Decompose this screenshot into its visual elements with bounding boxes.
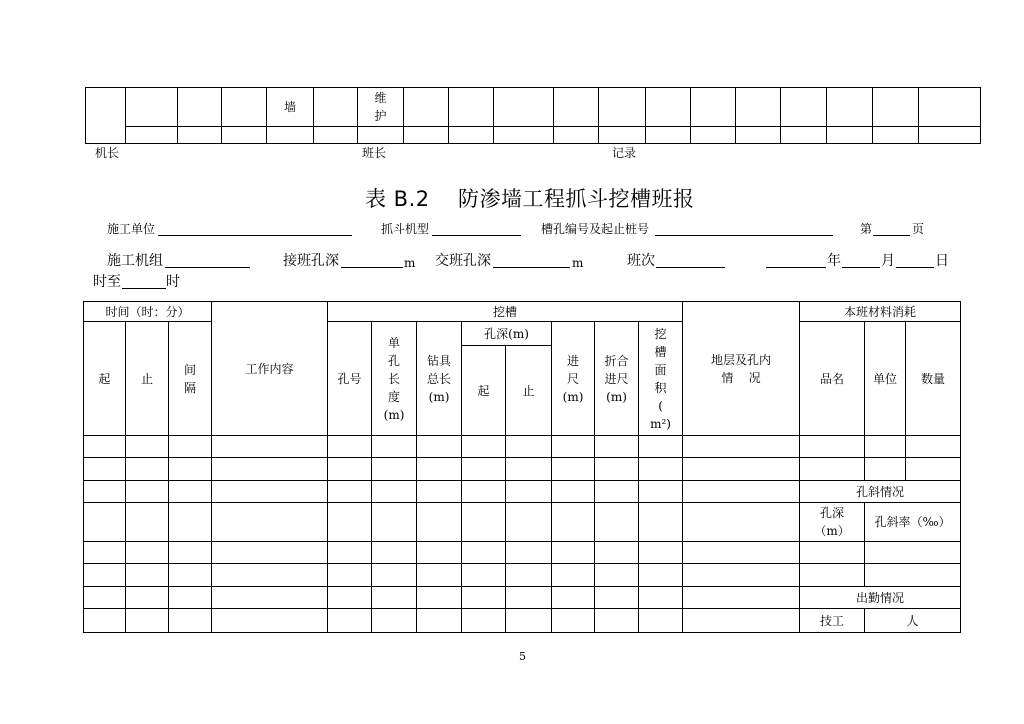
blank-cell [506, 436, 552, 458]
blank-cell [358, 127, 404, 144]
blank-cell [683, 542, 800, 564]
blank-cell [212, 542, 328, 564]
blank-cell [595, 587, 639, 609]
header-line: ( [658, 398, 663, 413]
header-line: 情 况 [721, 370, 761, 385]
blank-cell [267, 127, 314, 144]
blank-cell [169, 609, 212, 633]
blank-cell [595, 436, 639, 458]
person-unit-label: 人 [865, 609, 961, 633]
table-row [86, 127, 981, 144]
blank-cell [552, 436, 595, 458]
blank-cell [417, 564, 462, 587]
blank-cell [417, 503, 462, 542]
blank-cell [212, 458, 328, 481]
blank-cell [328, 587, 372, 609]
blank-cell [328, 503, 372, 542]
blank-cell [372, 542, 417, 564]
blank-cell [84, 436, 126, 458]
blank-cell [639, 564, 683, 587]
header-interval [169, 322, 212, 436]
depth-unit-label: m [404, 256, 416, 270]
blank-cell [462, 587, 506, 609]
blank-cell [126, 587, 169, 609]
header-item-name: 品名 [800, 322, 865, 436]
table-row [84, 503, 961, 542]
header-line: 进 [567, 353, 580, 368]
blank-cell [417, 436, 462, 458]
blank-cell [84, 481, 126, 503]
blank-cell [599, 88, 646, 127]
blank-cell [84, 542, 126, 564]
blank-cell [372, 503, 417, 542]
blank-cell [404, 88, 449, 127]
blank-cell [639, 481, 683, 503]
blank-cell [906, 458, 961, 481]
blank-cell [222, 88, 267, 127]
time-to-label: 时至 [93, 274, 121, 290]
blank-cell [639, 503, 683, 542]
page-number: 5 [519, 650, 526, 663]
trench-stake-label: 槽孔编号及起止桩号 [541, 222, 650, 236]
blank-cell [84, 587, 126, 609]
blank-cell [178, 127, 222, 144]
blank-cell [314, 127, 358, 144]
header-line: 孔深 [820, 506, 845, 520]
blank-cell [462, 503, 506, 542]
header-line: 间 [184, 362, 197, 377]
blank-cell [639, 609, 683, 633]
blank-cell [462, 564, 506, 587]
inclination-title: 孔斜情况 [800, 481, 961, 503]
table-row [84, 436, 961, 458]
blank-cell [212, 436, 328, 458]
blank-cell [800, 542, 865, 564]
header-hole-depth: 孔深(m) [462, 322, 552, 346]
fill-in-line [842, 267, 880, 268]
blank-cell [683, 481, 800, 503]
blank-cell [417, 542, 462, 564]
table-row [84, 609, 961, 633]
blank-cell [126, 542, 169, 564]
header-line: （m） [814, 524, 850, 538]
blank-cell [314, 88, 358, 127]
header-unit: 单位 [865, 322, 906, 436]
blank-cell [595, 542, 639, 564]
blank-cell [328, 481, 372, 503]
blank-cell [84, 458, 126, 481]
header-work-content: 工作内容 [212, 302, 328, 436]
header-line: 度 [388, 389, 401, 404]
blank-cell [212, 609, 328, 633]
fill-in-line [165, 267, 250, 268]
construction-unit-label: 施工单位 [107, 222, 156, 236]
blank-cell [126, 564, 169, 587]
blank-cell [781, 127, 827, 144]
fill-in-line [493, 267, 570, 268]
blank-cell [462, 458, 506, 481]
crew-label: 施工机组 [107, 253, 163, 269]
fill-in-line [432, 235, 521, 236]
blank-cell [506, 503, 552, 542]
blank-cell [126, 503, 169, 542]
table-row [84, 542, 961, 564]
blank-cell [639, 542, 683, 564]
handover-depth-out-label: 交班孔深 [435, 253, 491, 269]
table-row [84, 481, 961, 503]
blank-cell [506, 481, 552, 503]
table-row [84, 458, 961, 481]
fill-in-line [656, 267, 725, 268]
blank-cell [169, 503, 212, 542]
blank-cell [865, 436, 906, 458]
blank-cell [552, 503, 595, 542]
header-depth-end: 止 [506, 346, 552, 436]
blank-cell [800, 564, 865, 587]
header-footage [552, 322, 595, 436]
blank-cell [372, 458, 417, 481]
header-quantity: 数量 [906, 322, 961, 436]
blank-cell [639, 436, 683, 458]
day-label: 日 [935, 253, 949, 269]
blank-cell [552, 542, 595, 564]
technician-label: 技工 [800, 609, 865, 633]
blank-cell [84, 503, 126, 542]
blank-cell [178, 88, 222, 127]
header-line: 折合 [604, 353, 629, 368]
blank-cell [506, 458, 552, 481]
header-line: 面 [654, 362, 667, 377]
machine-lead-label: 机长 [95, 146, 120, 160]
blank-cell [84, 564, 126, 587]
header-line: 挖 [654, 326, 667, 341]
grab-model-label: 抓斗机型 [381, 222, 430, 236]
blank-cell [873, 127, 919, 144]
blank-cell [169, 587, 212, 609]
blank-cell [683, 436, 800, 458]
header-line: 隔 [184, 380, 197, 395]
header-line: (m) [383, 407, 405, 422]
year-label: 年 [827, 253, 841, 269]
blank-cell [865, 542, 961, 564]
blank-cell [781, 88, 827, 127]
blank-cell [212, 481, 328, 503]
shift-label: 班次 [627, 253, 655, 269]
blank-cell [919, 88, 981, 127]
blank-cell [906, 436, 961, 458]
blank-cell [462, 609, 506, 633]
page-prefix-label: 第 [860, 222, 873, 236]
blank-cell [736, 127, 781, 144]
blank-cell [595, 481, 639, 503]
header-line: (m) [562, 389, 584, 404]
previous-form-table [85, 87, 981, 144]
blank-cell [328, 458, 372, 481]
blank-cell [126, 88, 178, 127]
header-line: m²) [650, 416, 671, 431]
header-line: 长 [388, 371, 401, 386]
blank-cell [646, 88, 691, 127]
header-single-hole-length [372, 322, 417, 436]
blank-cell [552, 458, 595, 481]
header-hole-no: 孔号 [328, 322, 372, 436]
hour-label: 时 [166, 274, 180, 290]
blank-cell [683, 458, 800, 481]
blank-cell [126, 458, 169, 481]
blank-cell [552, 564, 595, 587]
maintain-cell [358, 88, 404, 127]
blank-cell [646, 127, 691, 144]
blank-cell [462, 481, 506, 503]
maintain-line: 维 [374, 91, 387, 105]
inclination-rate-header: 孔斜率（‰） [865, 503, 961, 542]
inclination-depth-header [800, 503, 865, 542]
blank-cell [683, 564, 800, 587]
depth-unit-label: m [572, 256, 584, 270]
blank-cell [595, 564, 639, 587]
header-line: (m) [606, 389, 627, 404]
fill-in-line [122, 288, 166, 289]
blank-cell [169, 542, 212, 564]
blank-cell [417, 481, 462, 503]
blank-cell [328, 609, 372, 633]
fill-in-line [873, 235, 910, 236]
blank-cell [683, 503, 800, 542]
blank-cell [169, 458, 212, 481]
blank-cell [800, 458, 865, 481]
blank-cell [639, 587, 683, 609]
table-row [84, 564, 961, 587]
header-line: 钻具 [427, 353, 452, 368]
blank-cell [506, 587, 552, 609]
blank-cell [328, 542, 372, 564]
header-drill-tool-length [417, 322, 462, 436]
header-time: 时间（时：分） [84, 302, 212, 322]
blank-cell [494, 127, 554, 144]
blank-cell [169, 564, 212, 587]
blank-cell [372, 481, 417, 503]
blank-cell [595, 503, 639, 542]
blank-cell [873, 88, 919, 127]
blank-cell [552, 481, 595, 503]
table-number: 表 B.2 [365, 187, 430, 211]
blank-cell [506, 564, 552, 587]
blank-cell [827, 127, 873, 144]
blank-cell [639, 458, 683, 481]
table-row [84, 587, 961, 609]
blank-cell [595, 609, 639, 633]
blank-cell [865, 564, 961, 587]
blank-cell [222, 127, 267, 144]
blank-cell [919, 127, 981, 144]
blank-cell [506, 609, 552, 633]
blank-cell [417, 609, 462, 633]
recorder-label: 记录 [612, 146, 637, 160]
blank-cell [404, 127, 449, 144]
blank-cell [372, 609, 417, 633]
blank-cell [449, 88, 494, 127]
fill-in-line [896, 267, 934, 268]
attendance-title: 出勤情况 [800, 587, 961, 609]
blank-cell [126, 481, 169, 503]
blank-cell [212, 503, 328, 542]
fill-in-line [655, 235, 833, 236]
header-converted-footage [595, 322, 639, 436]
shift-lead-label: 班长 [362, 146, 387, 160]
table-row [86, 88, 981, 127]
page-suffix-label: 页 [912, 222, 925, 236]
fill-in-line [341, 267, 403, 268]
header-line: 尺 [567, 371, 580, 386]
shift-report-table [83, 301, 961, 633]
blank-cell [449, 127, 494, 144]
header-trenching: 挖槽 [328, 302, 683, 322]
blank-cell [126, 609, 169, 633]
blank-cell [417, 587, 462, 609]
page-title: 防渗墙工程抓斗挖槽班报 [458, 187, 695, 211]
header-time-start: 起 [84, 322, 126, 436]
header-depth-start: 起 [462, 346, 506, 436]
fill-in-line [766, 267, 826, 268]
fill-in-line [158, 235, 352, 236]
header-trench-area [639, 322, 683, 436]
blank-cell [552, 587, 595, 609]
header-time-end: 止 [126, 322, 169, 436]
header-line: 地层及孔内 [711, 352, 772, 367]
blank-cell [494, 88, 554, 127]
blank-cell [595, 458, 639, 481]
blank-cell [462, 542, 506, 564]
header-line: 总长 [427, 371, 452, 386]
wall-cell: 墙 [267, 88, 314, 127]
blank-cell [328, 436, 372, 458]
header-line: 进尺 [604, 371, 629, 386]
blank-cell [691, 88, 736, 127]
blank-cell [554, 88, 599, 127]
blank-cell [691, 127, 736, 144]
blank-cell [827, 88, 873, 127]
header-line: 槽 [654, 344, 667, 359]
blank-cell [554, 127, 599, 144]
blank-cell [372, 564, 417, 587]
blank-cell [328, 564, 372, 587]
blank-cell [212, 587, 328, 609]
blank-cell [736, 88, 781, 127]
header-row [84, 302, 961, 322]
header-line: 孔 [388, 353, 401, 368]
blank-cell [599, 127, 646, 144]
blank-cell [372, 587, 417, 609]
blank-cell [86, 88, 126, 144]
blank-cell [552, 609, 595, 633]
blank-cell [372, 436, 417, 458]
blank-cell [212, 564, 328, 587]
header-line: (m) [428, 389, 450, 404]
header-line: 积 [654, 380, 667, 395]
handover-depth-in-label: 接班孔深 [283, 253, 339, 269]
maintain-line: 护 [374, 109, 387, 123]
blank-cell [462, 436, 506, 458]
blank-cell [683, 609, 800, 633]
blank-cell [169, 436, 212, 458]
blank-cell [506, 542, 552, 564]
header-line: 单 [388, 335, 401, 350]
month-label: 月 [881, 253, 895, 269]
blank-cell [417, 458, 462, 481]
blank-cell [126, 127, 178, 144]
header-materials: 本班材料消耗 [800, 302, 961, 322]
header-strata [683, 302, 800, 436]
blank-cell [84, 609, 126, 633]
blank-cell [800, 436, 865, 458]
blank-cell [169, 481, 212, 503]
blank-cell [683, 587, 800, 609]
blank-cell [865, 458, 906, 481]
blank-cell [126, 436, 169, 458]
